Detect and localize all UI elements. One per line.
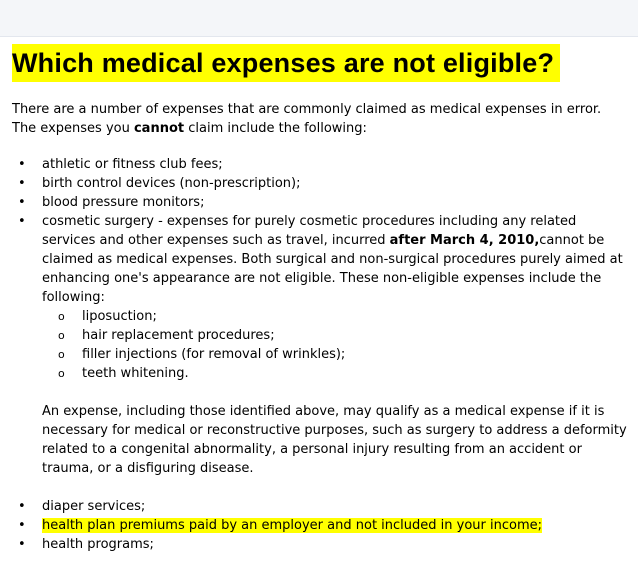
intro-line2-pre: The expenses you — [12, 121, 134, 136]
cosmetic-text-pre: cosmetic surgery - expenses for purely cosmetic procedures including any related services and other expenses such as travel, incurred — [42, 214, 577, 248]
intro-line1: There are a number of expenses that are commonly claimed as medical expenses in error. — [12, 102, 602, 117]
list-item-birth-control: • birth control devices (non-prescription); — [12, 174, 632, 193]
exception-note: An expense, including those identified above, may qualify as a medical expense if it is necessary for medical or reconstructive purposes, such as surgery to address a deformity related to a congenital abnormality, a personal injury resulting from an accident or trauma, or a disfiguring disease. — [42, 404, 627, 476]
page-title: Which medical expenses are not eligible? — [12, 44, 560, 82]
list-item-cosmetic-surgery — [12, 212, 632, 383]
cosmetic-text-post: cannot be claimed as medical expenses. Both surgical and non-surgical procedures purely aimed at enhancing one's appearance are not eligible. These non-eligible expenses include the following: — [42, 233, 623, 305]
intro-cannot: cannot — [133, 121, 185, 136]
article-content — [12, 44, 632, 554]
list-item-health-plan — [12, 516, 632, 535]
highlighted-health-plan: health plan premiums paid by an employer and not included in your income; — [42, 518, 542, 533]
list-item-diaper: • diaper services; — [12, 497, 632, 516]
cosmetic-sublist — [42, 307, 632, 383]
cosmetic-date: after March 4, 2010, — [389, 233, 540, 248]
intro-paragraph — [12, 100, 632, 138]
list-item-health-programs: • health programs; — [12, 535, 632, 554]
list-item-blood-pressure: • blood pressure monitors; — [12, 193, 632, 212]
browser-top-strip — [0, 0, 638, 37]
list-item-athletic: • athletic or fitness club fees; — [12, 155, 632, 174]
ineligible-list — [12, 155, 632, 383]
sublist-item: o liposuction; — [42, 307, 632, 326]
sublist-item: o hair replacement procedures; — [42, 326, 632, 345]
sublist-item: o teeth whitening. — [42, 364, 632, 383]
ineligible-list-continued — [12, 497, 632, 554]
intro-line2-post: claim include the following: — [184, 121, 367, 136]
sublist-item: o filler injections (for removal of wrinkles); — [42, 345, 632, 364]
